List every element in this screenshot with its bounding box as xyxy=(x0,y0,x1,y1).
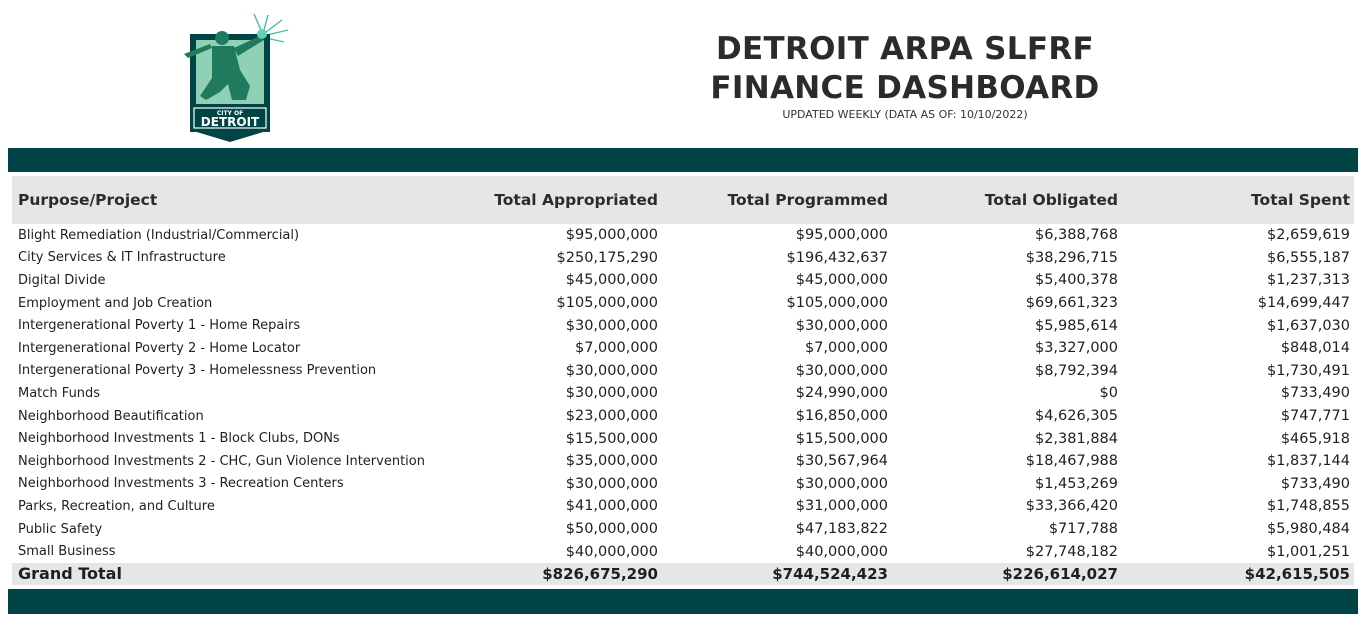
table-row[interactable] xyxy=(12,540,1354,563)
appropriated-value: $250,175,290 xyxy=(556,249,658,266)
programmed-value: $30,000,000 xyxy=(795,317,888,334)
city-of-detroit-logo xyxy=(176,12,296,146)
programmed-value: $16,850,000 xyxy=(795,408,888,425)
programmed-value: $95,000,000 xyxy=(795,227,888,244)
table-row[interactable] xyxy=(12,427,1354,450)
spent-value: $1,748,855 xyxy=(1266,498,1350,515)
obligated-value: $33,366,420 xyxy=(1025,498,1118,515)
appropriated-value: $105,000,000 xyxy=(556,295,658,312)
obligated-value: $717,788 xyxy=(1048,521,1118,538)
spent-value: $14,699,447 xyxy=(1257,295,1350,312)
dashboard-title-block xyxy=(700,30,1110,122)
orb-icon xyxy=(257,29,267,39)
appropriated-value: $30,000,000 xyxy=(565,385,658,402)
project-name: Parks, Recreation, and Culture xyxy=(18,498,215,514)
programmed-value: $196,432,637 xyxy=(786,249,888,266)
spent-value: $733,490 xyxy=(1280,475,1350,492)
appropriated-value: $41,000,000 xyxy=(565,498,658,515)
obligated-value: $3,327,000 xyxy=(1034,340,1118,357)
programmed-value: $24,990,000 xyxy=(795,385,888,402)
grand-total-programmed: $744,524,423 xyxy=(772,564,888,583)
project-name: Intergenerational Poverty 1 - Home Repairs xyxy=(18,318,301,334)
grand-total-row xyxy=(12,563,1354,585)
programmed-value: $30,567,964 xyxy=(795,453,888,470)
spent-value: $733,490 xyxy=(1280,385,1350,402)
programmed-value: $7,000,000 xyxy=(804,340,888,357)
appropriated-value: $15,500,000 xyxy=(565,430,658,447)
spent-value: $848,014 xyxy=(1280,340,1350,357)
appropriated-value: $7,000,000 xyxy=(574,340,658,357)
table-row[interactable] xyxy=(12,495,1354,518)
programmed-value: $47,183,822 xyxy=(795,521,888,538)
appropriated-value: $30,000,000 xyxy=(565,362,658,379)
appropriated-value: $30,000,000 xyxy=(565,317,658,334)
appropriated-value: $35,000,000 xyxy=(565,453,658,470)
spent-value: $1,837,144 xyxy=(1266,453,1350,470)
table-row[interactable] xyxy=(12,224,1354,247)
grand-total-appropriated: $826,675,290 xyxy=(542,564,658,583)
obligated-value: $5,985,614 xyxy=(1034,317,1118,334)
spent-value: $1,730,491 xyxy=(1266,362,1350,379)
spent-value: $6,555,187 xyxy=(1266,249,1350,266)
obligated-value: $6,388,768 xyxy=(1034,227,1118,244)
spent-value: $747,771 xyxy=(1280,408,1350,425)
appropriated-value: $23,000,000 xyxy=(565,408,658,425)
page-title-line-1: DETROIT ARPA SLFRF xyxy=(716,31,1094,67)
logo-main-text: DETROIT xyxy=(200,115,260,129)
appropriated-value: $40,000,000 xyxy=(565,543,658,560)
spent-value: $465,918 xyxy=(1280,430,1350,447)
grand-total-spent: $42,615,505 xyxy=(1244,564,1350,583)
project-name: Neighborhood Investments 2 - CHC, Gun Violence Intervention xyxy=(18,453,425,469)
spent-value: $2,659,619 xyxy=(1266,227,1350,244)
table-row[interactable] xyxy=(12,292,1354,315)
project-name: Digital Divide xyxy=(18,272,106,288)
project-name: Intergenerational Poverty 3 - Homelessness Prevention xyxy=(18,363,377,379)
obligated-value: $27,748,182 xyxy=(1025,543,1118,560)
column-header-purpose[interactable]: Purpose/Project xyxy=(18,191,158,209)
appropriated-value: $50,000,000 xyxy=(565,521,658,538)
appropriated-value: $95,000,000 xyxy=(565,227,658,244)
obligated-value: $1,453,269 xyxy=(1034,475,1118,492)
column-header-appropriated[interactable]: Total Appropriated xyxy=(494,191,658,209)
project-name: Neighborhood Investments 3 - Recreation Centers xyxy=(18,476,344,492)
programmed-value: $15,500,000 xyxy=(795,430,888,447)
logo-top-text: CITY OF xyxy=(216,110,244,117)
spent-value: $1,001,251 xyxy=(1266,543,1350,560)
table-header-row xyxy=(12,176,1354,224)
top-band xyxy=(8,148,1358,172)
appropriated-value: $30,000,000 xyxy=(565,475,658,492)
project-name: Intergenerational Poverty 2 - Home Locator xyxy=(18,340,301,356)
obligated-value: $2,381,884 xyxy=(1034,430,1118,447)
obligated-value: $69,661,323 xyxy=(1025,295,1118,312)
obligated-value: $8,792,394 xyxy=(1034,362,1118,379)
updated-subtitle: UPDATED WEEKLY (DATA AS OF: 10/10/2022) xyxy=(782,108,1028,121)
grand-total-label: Grand Total xyxy=(18,564,122,584)
appropriated-value: $45,000,000 xyxy=(565,272,658,289)
obligated-value: $38,296,715 xyxy=(1025,249,1118,266)
spent-value: $1,637,030 xyxy=(1266,317,1350,334)
grand-total-obligated: $226,614,027 xyxy=(1002,564,1118,583)
spirit-of-detroit-icon xyxy=(176,12,296,146)
spent-value: $5,980,484 xyxy=(1266,521,1350,538)
programmed-value: $45,000,000 xyxy=(795,272,888,289)
table-row[interactable] xyxy=(12,360,1354,383)
column-header-spent[interactable]: Total Spent xyxy=(1251,191,1350,209)
bottom-band xyxy=(8,589,1358,614)
table-row[interactable] xyxy=(12,405,1354,428)
finance-table xyxy=(12,176,1354,585)
table-row[interactable] xyxy=(12,518,1354,541)
obligated-value: $0 xyxy=(1099,385,1118,402)
table-row[interactable] xyxy=(12,337,1354,360)
project-name: Neighborhood Investments 1 - Block Clubs, DONs xyxy=(18,431,340,447)
page-title-line-2: FINANCE DASHBOARD xyxy=(710,70,1100,106)
project-name: Match Funds xyxy=(18,385,101,401)
column-header-programmed[interactable]: Total Programmed xyxy=(727,191,888,209)
project-name: City Services & IT Infrastructure xyxy=(18,250,226,266)
table-row[interactable] xyxy=(12,269,1354,292)
table-body xyxy=(12,224,1354,563)
column-header-obligated[interactable]: Total Obligated xyxy=(984,191,1118,209)
programmed-value: $30,000,000 xyxy=(795,475,888,492)
project-name: Blight Remediation (Industrial/Commercial) xyxy=(18,227,300,243)
project-name: Small Business xyxy=(18,544,116,560)
spent-value: $1,237,313 xyxy=(1266,272,1350,289)
table-row[interactable] xyxy=(12,314,1354,337)
programmed-value: $40,000,000 xyxy=(795,543,888,560)
project-name: Employment and Job Creation xyxy=(18,295,213,311)
project-name: Neighborhood Beautification xyxy=(18,408,204,424)
table-row[interactable] xyxy=(12,450,1354,473)
programmed-value: $105,000,000 xyxy=(786,295,888,312)
programmed-value: $31,000,000 xyxy=(795,498,888,515)
table-row[interactable] xyxy=(12,382,1354,405)
obligated-value: $18,467,988 xyxy=(1025,453,1118,470)
programmed-value: $30,000,000 xyxy=(795,362,888,379)
obligated-value: $4,626,305 xyxy=(1034,408,1118,425)
obligated-value: $5,400,378 xyxy=(1034,272,1118,289)
project-name: Public Safety xyxy=(18,521,103,537)
table-row[interactable] xyxy=(12,473,1354,496)
table-row[interactable] xyxy=(12,247,1354,270)
